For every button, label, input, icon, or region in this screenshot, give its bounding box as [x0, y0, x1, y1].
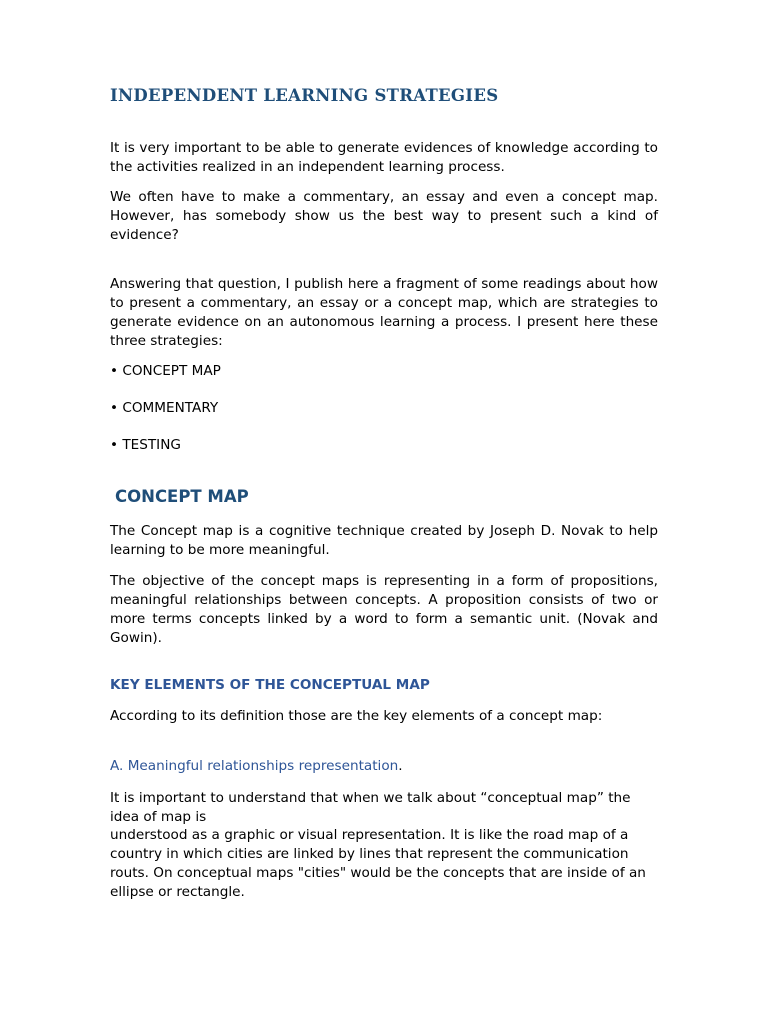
list-item-commentary	[110, 399, 658, 418]
concept-map-paragraph-1: The Concept map is a cognitive technique created by Joseph D. Novak to help learning to be more meaningful.	[110, 523, 658, 558]
bullet-icon: •	[110, 363, 119, 379]
bullet-icon: •	[110, 437, 119, 453]
list-item-concept-map	[110, 362, 658, 381]
list-item-label: CONCEPT MAP	[122, 363, 221, 379]
list-item-testing	[110, 436, 658, 455]
list-item-label: COMMENTARY	[122, 400, 219, 416]
section-a-paragraph-line1: It is important to understand that when we talk about “conceptual map” the idea of map is	[110, 790, 631, 825]
intro-paragraph-1: It is very important to be able to generate evidences of knowledge according to the activities realized in an independent learning process.	[110, 140, 658, 175]
intro-paragraph-3: Answering that question, I publish here a fragment of some readings about how to present a commentary, an essay or a concept map, which are strategies to generate evidence on an autonomous learning a process. I present here these three strategies:	[110, 276, 658, 349]
concept-map-paragraph-2: The objective of the concept maps is representing in a form of propositions, meaningful relationships between concepts. A proposition consists of two or more terms concepts linked by a word to form a semantic unit. (Novak and Gowin).	[110, 573, 658, 646]
section-a-title: A. Meaningful relationships representation	[110, 758, 399, 774]
intro-paragraph-2: We often have to make a commentary, an essay and even a concept map. However, has somebody show us the best way to present such a kind of evidence?	[110, 189, 658, 243]
list-item-label: TESTING	[122, 437, 181, 453]
section-heading-concept-map: CONCEPT MAP	[115, 487, 249, 506]
bullet-icon: •	[110, 400, 119, 416]
subheading-section-a	[110, 757, 658, 776]
page-title: INDEPENDENT LEARNING STRATEGIES	[110, 86, 499, 105]
section-a-paragraph-line2: understood as a graphic or visual representation. It is like the road map of a country in which cities are linked by lines that represent the communication routs. On conceptual maps "cities" would be the concepts that are inside of an ellipse or rectangle.	[110, 827, 646, 900]
section-a-period: .	[398, 758, 403, 774]
key-elements-intro: According to its definition those are the key elements of a concept map:	[110, 708, 603, 724]
subheading-key-elements: KEY ELEMENTS OF THE CONCEPTUAL MAP	[110, 677, 430, 693]
